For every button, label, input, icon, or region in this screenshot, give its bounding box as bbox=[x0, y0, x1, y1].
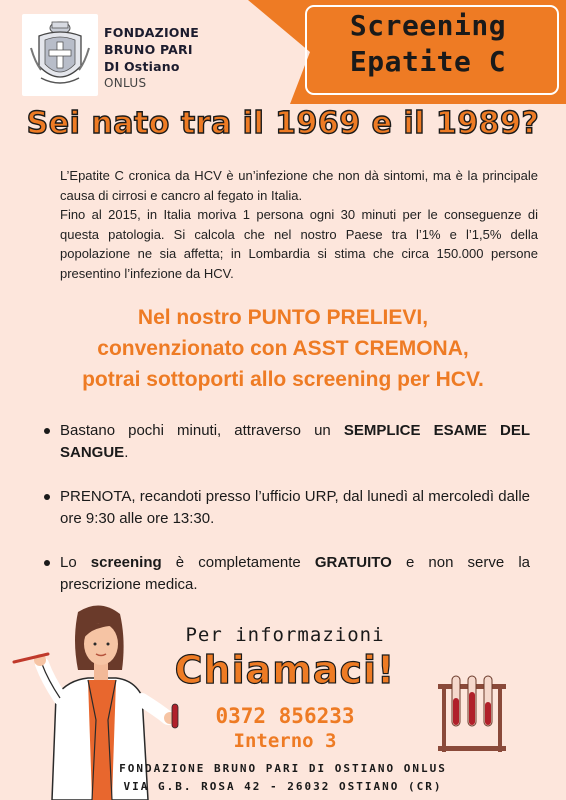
phone-number[interactable]: 0372 856233 bbox=[215, 704, 355, 728]
org-line-3: DI Ostiano bbox=[104, 59, 180, 74]
bullet-text: è completamente bbox=[161, 554, 315, 571]
intro-text bbox=[60, 166, 538, 283]
call-to-action: Chiamaci! bbox=[174, 648, 396, 692]
intro-paragraph-2: Fino al 2015, in Italia moriva 1 persona ogni 30 minuti per le conseguenze di questa patologia. Si calcola che nel nostro Paese tra l’1% e l’1,5% della popolazione ne sia affetta; in Lombardia si stima che circa 150.000 persone presentino l’infezione da HCV. bbox=[60, 207, 538, 281]
footer-line-2: VIA G.B. ROSA 42 - 26032 OSTIANO (CR) bbox=[123, 780, 443, 793]
bullet-bold-text: screening bbox=[90, 554, 162, 571]
bullet-bold-text: SEMPLICE ESAME DEL SANGUE bbox=[60, 422, 530, 461]
bullet-item-booking bbox=[40, 486, 530, 530]
bullet-dot-icon bbox=[44, 428, 50, 434]
bullet-list bbox=[40, 420, 530, 618]
bullet-dot-icon bbox=[44, 560, 50, 566]
org-line-2: BRUNO PARI bbox=[104, 42, 193, 57]
bullet-item-exam bbox=[40, 420, 530, 464]
highlight-line-2: convenzionato con ASST CREMONA, bbox=[97, 337, 469, 360]
highlight-line-1: Nel nostro PUNTO PRELIEVI, bbox=[137, 306, 429, 329]
organization-name bbox=[104, 24, 199, 91]
bullet-dot-icon bbox=[44, 494, 50, 500]
banner-title bbox=[300, 8, 556, 80]
foundation-logo bbox=[22, 14, 98, 96]
foundation-crest-icon bbox=[27, 18, 93, 92]
highlight-text bbox=[20, 302, 546, 395]
bullet-text: e non serve la prescrizione medica. bbox=[60, 554, 530, 593]
org-line-4: ONLUS bbox=[104, 76, 147, 90]
headline: Sei nato tra il 1969 e il 1989? bbox=[26, 106, 540, 141]
info-label: Per informazioni bbox=[185, 624, 385, 646]
banner-line-2: Epatite C bbox=[349, 45, 507, 78]
org-line-1: FONDAZIONE bbox=[104, 25, 200, 40]
footer bbox=[0, 760, 566, 796]
bullet-text: Lo bbox=[60, 554, 91, 571]
bullet-bold-text: GRATUITO bbox=[314, 554, 392, 571]
bullet-text: PRENOTA, recandoti presso l’ufficio URP, dal lunedì al mercoledì dalle ore 9:30 alle ore 13:30. bbox=[60, 488, 530, 527]
bullet-text: Bastano pochi minuti, attraverso un bbox=[60, 422, 344, 439]
banner-line-1: Screening bbox=[349, 9, 507, 42]
bullet-text: . bbox=[124, 444, 129, 461]
footer-line-1: FONDAZIONE BRUNO PARI DI OSTIANO ONLUS bbox=[119, 762, 447, 775]
phone-extension: Interno 3 bbox=[233, 730, 337, 752]
test-tubes-icon bbox=[434, 674, 510, 752]
intro-paragraph-1: L’Epatite C cronica da HCV è un’infezione che non dà sintomi, ma è la principale causa di cirrosi e cancro al fegato in Italia. bbox=[60, 168, 538, 203]
bullet-item-free bbox=[40, 552, 530, 596]
highlight-line-3: potrai sottoporti allo screening per HCV. bbox=[82, 368, 484, 391]
